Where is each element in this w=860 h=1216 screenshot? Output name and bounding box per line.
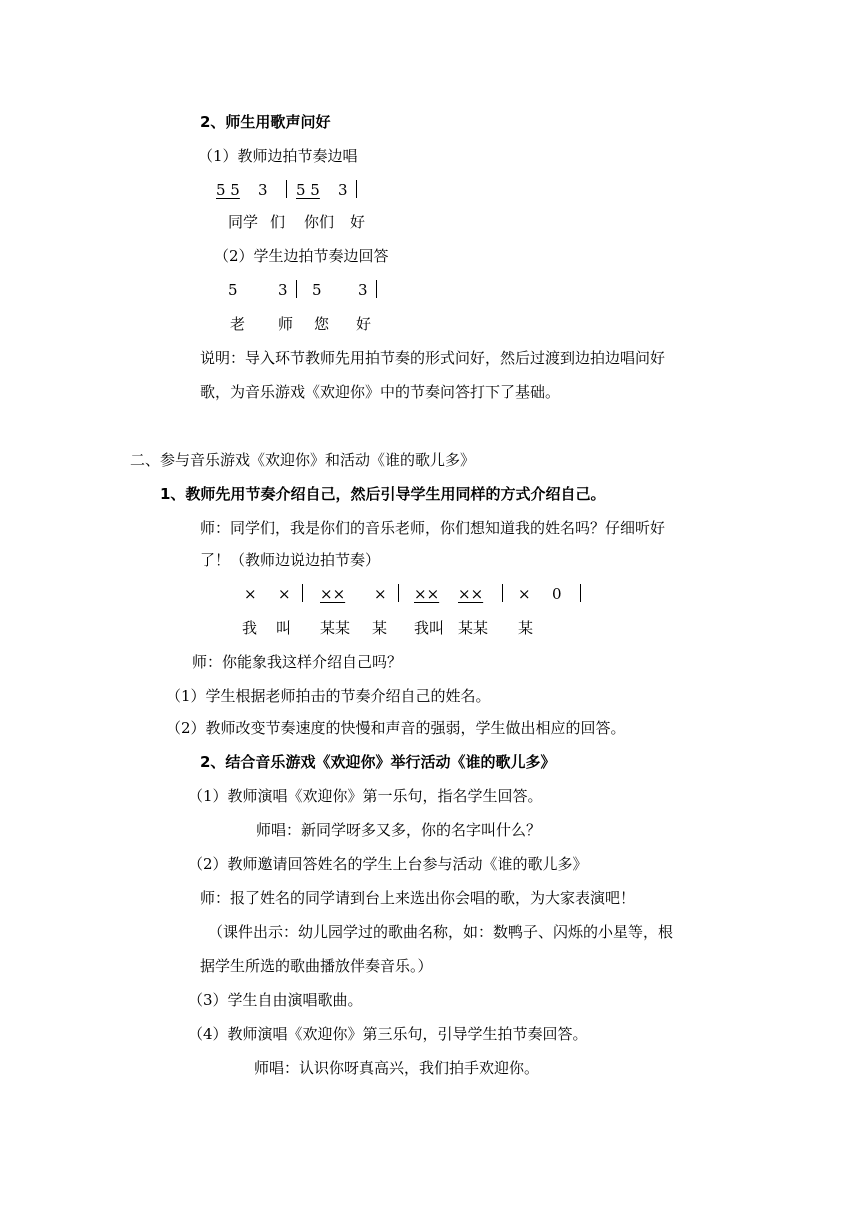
lyric: 好	[356, 315, 372, 333]
subheading-game: 2、结合音乐游戏《欢迎你》举行活动《谁的歌儿多》	[200, 753, 556, 771]
rhythm-mark: 0	[552, 585, 562, 603]
barline	[370, 278, 383, 298]
item-student-answer: （2）学生边拍节奏边回答	[214, 247, 389, 265]
teacher-sing-1: 师唱：新同学呀多又多，你的名字叫什么？	[256, 821, 542, 839]
game-step-2: （2）教师邀请回答姓名的学生上台参与活动《谁的歌儿多》	[188, 855, 588, 873]
lyric: 师	[278, 315, 294, 333]
lyric: 您	[314, 315, 330, 333]
lyric: 好	[350, 213, 366, 231]
barline	[350, 178, 363, 198]
teacher-sing-2: 师唱：认识你呀真高兴，我们拍手欢迎你。	[254, 1059, 540, 1077]
rhythm-word: 某	[518, 619, 534, 637]
teacher-line-2: 了！（教师边说边拍节奏）	[200, 551, 381, 569]
barline	[496, 582, 509, 602]
rhythm-word: 我	[242, 619, 258, 637]
barline	[574, 582, 587, 602]
rhythm-word: 某	[372, 619, 388, 637]
lyric: 老	[230, 315, 246, 333]
barline	[280, 178, 293, 198]
lyric: 们	[270, 213, 286, 231]
lyric: 你们	[304, 213, 335, 231]
lyric: 同学	[228, 213, 259, 231]
note: 5 5	[216, 181, 240, 199]
rhythm-mark: ×	[278, 585, 291, 603]
rhythm-mark: ×	[374, 585, 387, 603]
rhythm-mark: ××	[414, 585, 440, 603]
rhythm-mark: ×	[518, 585, 531, 603]
note: 5 5	[296, 181, 320, 199]
rhythm-word: 叫	[276, 619, 292, 637]
explanation-line-2: 歌，为音乐游戏《欢迎你》中的节奏问答打下了基础。	[200, 383, 561, 401]
rhythm-word: 我叫	[414, 619, 445, 637]
step-2: （2）教师改变节奏速度的快慢和声音的强弱，学生做出相应的回答。	[166, 719, 626, 737]
courseware-line-2: 据学生所选的歌曲播放伴奏音乐。）	[200, 957, 433, 975]
subheading-greeting: 2、师生用歌声问好	[200, 113, 331, 131]
teacher-line-4: 师：报了姓名的同学请到台上来选出你会唱的歌，为大家表演吧！	[200, 889, 636, 907]
rhythm-word: 某某	[320, 619, 351, 637]
teacher-line-3: 师：你能象我这样介绍自己吗？	[192, 653, 403, 671]
note: 3	[338, 181, 348, 199]
barline	[392, 582, 405, 602]
game-step-3: （3）学生自由演唱歌曲。	[188, 991, 363, 1009]
barline	[296, 582, 309, 602]
note: 3	[278, 281, 288, 299]
subheading-self-intro: 1、教师先用节奏介绍自己，然后引导学生用同样的方式介绍自己。	[160, 485, 606, 503]
rhythm-word: 某某	[458, 619, 489, 637]
note: 5	[312, 281, 322, 299]
game-step-4: （4）教师演唱《欢迎你》第三乐句，引导学生拍节奏回答。	[188, 1025, 588, 1043]
rhythm-mark: ×	[244, 585, 257, 603]
barline	[290, 278, 303, 298]
rhythm-mark: ××	[320, 585, 346, 603]
teacher-line-1: 师：同学们，我是你们的音乐老师，你们想知道我的姓名吗？仔细听好	[200, 519, 666, 537]
note: 3	[258, 181, 268, 199]
item-teacher-sing: （1）教师边拍节奏边唱	[198, 147, 358, 165]
note: 3	[358, 281, 368, 299]
step-1: （1）学生根据老师拍击的节奏介绍自己的姓名。	[166, 687, 491, 705]
game-step-1: （1）教师演唱《欢迎你》第一乐句，指名学生回答。	[188, 787, 543, 805]
courseware-line-1: （课件出示：幼儿园学过的歌曲名称，如：数鸭子、闪烁的小星等，根	[208, 923, 674, 941]
section-heading: 二、参与音乐游戏《欢迎你》和活动《谁的歌儿多》	[130, 451, 476, 469]
explanation-line-1: 说明：导入环节教师先用拍节奏的形式问好，然后过渡到边拍边唱问好	[200, 349, 666, 367]
rhythm-mark: ××	[458, 585, 484, 603]
note: 5	[228, 281, 238, 299]
